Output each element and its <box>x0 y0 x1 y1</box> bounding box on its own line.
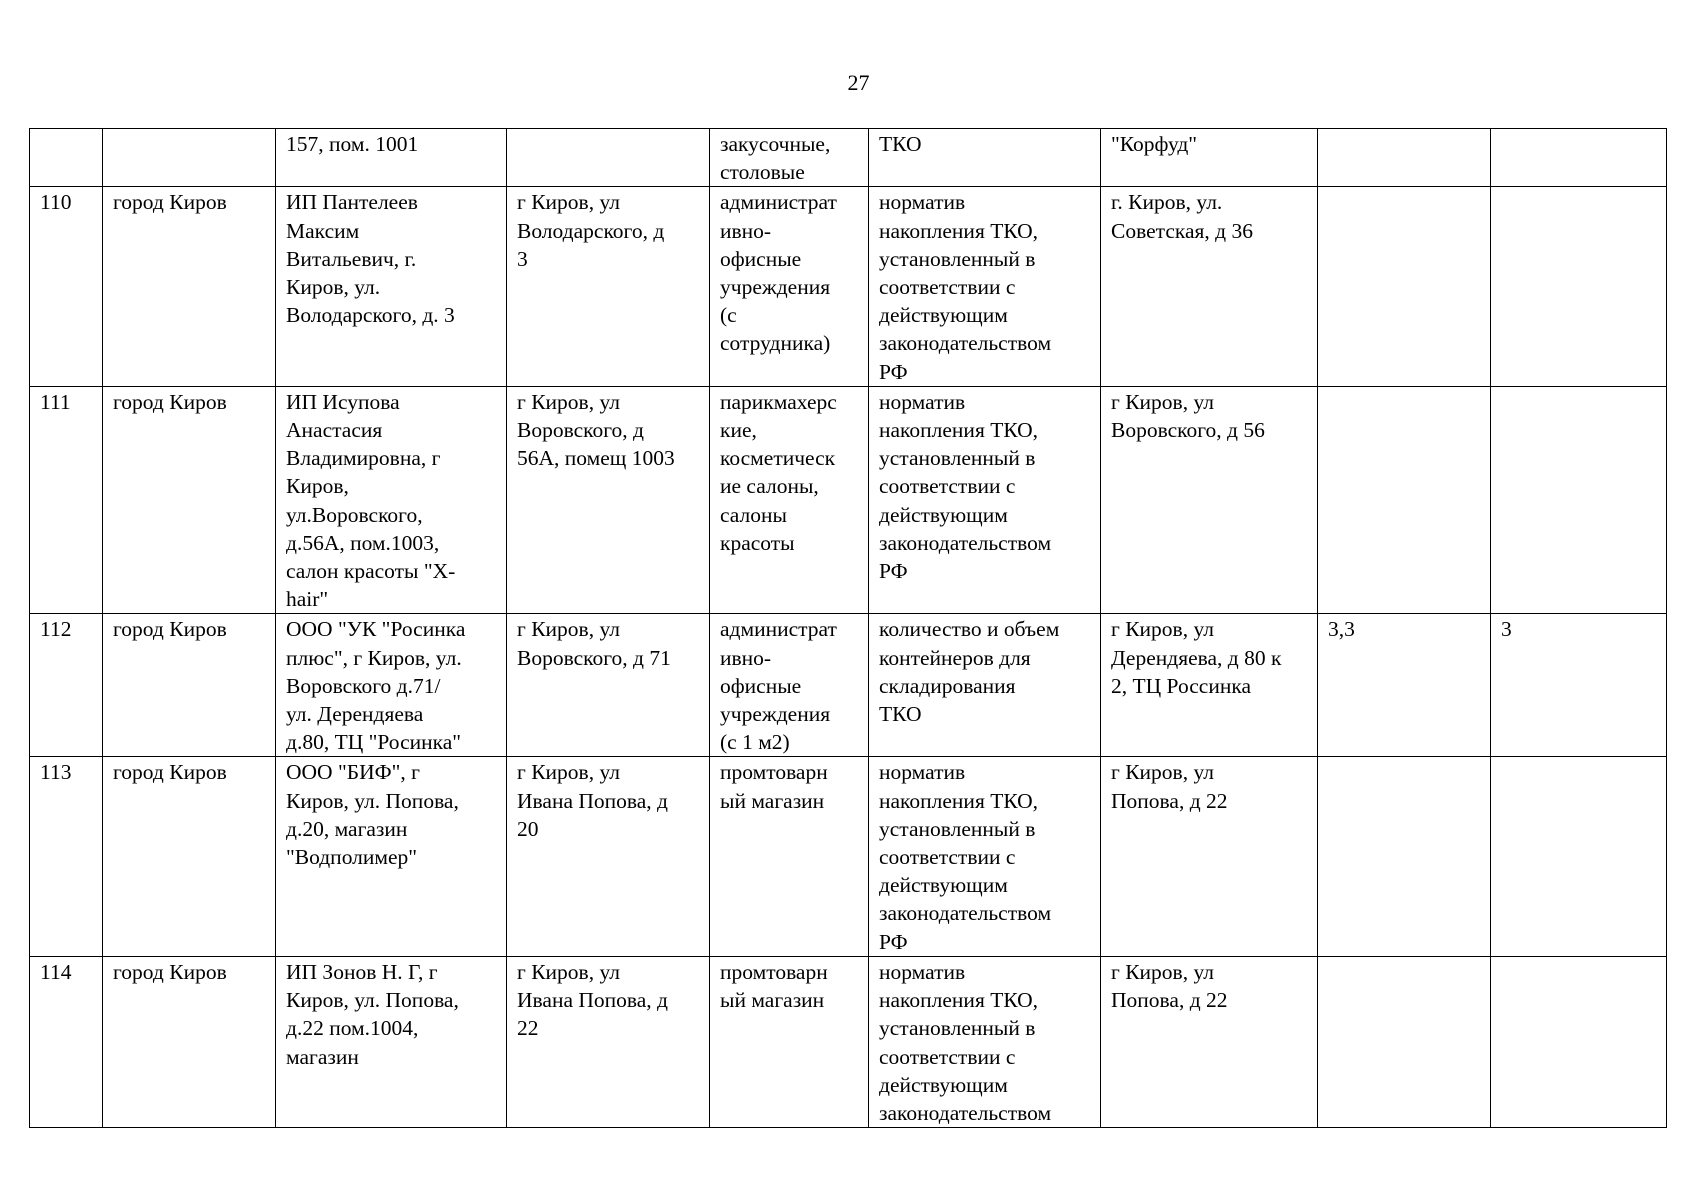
registry-table <box>29 128 1667 1128</box>
category-cell: парикмахерс кие, косметическ ие салоны, салоны красоты <box>710 386 869 614</box>
container-site-cell: г Киров, ул Дерендяева, д 80 к 2, ТЦ Россинка <box>1101 614 1318 757</box>
basis-cell: ТКО <box>869 129 1101 187</box>
container-site-cell: г Киров, ул Попова, д 22 <box>1101 956 1318 1127</box>
table-row <box>30 129 1667 187</box>
page-number: 27 <box>847 70 870 95</box>
container-site-cell: "Корфуд" <box>1101 129 1318 187</box>
owner-cell: ООО "УК "Росинка плюс", г Киров, ул. Воровского д.71/ ул. Дерендяева д.80, ТЦ "Росинка" <box>276 614 507 757</box>
container-site-cell: г Киров, ул Воровского, д 56 <box>1101 386 1318 614</box>
container-count-cell <box>1491 956 1667 1127</box>
row-number-cell: 112 <box>30 614 103 757</box>
table-row <box>30 757 1667 956</box>
owner-cell: ИП Исупова Анастасия Владимировна, г Киров, ул.Воровского, д.56А, пом.1003, салон красоты "Х- hair" <box>276 386 507 614</box>
owner-cell: ИП Пантелеев Максим Витальевич, г. Киров, ул. Володарского, д. 3 <box>276 187 507 386</box>
container-count-cell: 3 <box>1491 614 1667 757</box>
address-cell: г Киров, ул Воровского, д 56А, помещ 1003 <box>507 386 710 614</box>
container-volume-cell: 3,3 <box>1318 614 1491 757</box>
container-volume-cell <box>1318 386 1491 614</box>
municipality-cell: город Киров <box>103 187 276 386</box>
basis-cell: норматив накопления ТКО, установленный в соответствии с действующим законодательством <box>869 956 1101 1127</box>
category-cell: администрат ивно- офисные учреждения (с сотрудника) <box>710 187 869 386</box>
address-cell: г Киров, ул Ивана Попова, д 20 <box>507 757 710 956</box>
owner-cell: 157, пом. 1001 <box>276 129 507 187</box>
container-volume-cell <box>1318 187 1491 386</box>
owner-cell: ООО "БИФ", г Киров, ул. Попова, д.20, магазин "Водполимер" <box>276 757 507 956</box>
address-cell: г Киров, ул Ивана Попова, д 22 <box>507 956 710 1127</box>
row-number-cell: 110 <box>30 187 103 386</box>
municipality-cell: город Киров <box>103 614 276 757</box>
category-cell: промтоварн ый магазин <box>710 757 869 956</box>
address-cell <box>507 129 710 187</box>
row-number-cell: 111 <box>30 386 103 614</box>
category-cell: администрат ивно- офисные учреждения (с 1 м2) <box>710 614 869 757</box>
container-count-cell <box>1491 129 1667 187</box>
container-volume-cell <box>1318 757 1491 956</box>
row-number-cell: 114 <box>30 956 103 1127</box>
municipality-cell: город Киров <box>103 757 276 956</box>
municipality-cell: город Киров <box>103 956 276 1127</box>
row-number-cell <box>30 129 103 187</box>
basis-cell: норматив накопления ТКО, установленный в соответствии с действующим законодательством РФ <box>869 187 1101 386</box>
table-row <box>30 386 1667 614</box>
category-cell: закусочные, столовые <box>710 129 869 187</box>
table-row <box>30 956 1667 1127</box>
container-site-cell: г Киров, ул Попова, д 22 <box>1101 757 1318 956</box>
category-cell: промтоварн ый магазин <box>710 956 869 1127</box>
container-count-cell <box>1491 386 1667 614</box>
address-cell: г Киров, ул Воровского, д 71 <box>507 614 710 757</box>
table-row <box>30 614 1667 757</box>
municipality-cell: город Киров <box>103 386 276 614</box>
container-count-cell <box>1491 757 1667 956</box>
container-volume-cell <box>1318 956 1491 1127</box>
basis-cell: количество и объем контейнеров для складирования ТКО <box>869 614 1101 757</box>
basis-cell: норматив накопления ТКО, установленный в соответствии с действующим законодательством РФ <box>869 757 1101 956</box>
table-row <box>30 187 1667 386</box>
row-number-cell: 113 <box>30 757 103 956</box>
container-volume-cell <box>1318 129 1491 187</box>
owner-cell: ИП Зонов Н. Г, г Киров, ул. Попова, д.22 пом.1004, магазин <box>276 956 507 1127</box>
container-count-cell <box>1491 187 1667 386</box>
container-site-cell: г. Киров, ул. Советская, д 36 <box>1101 187 1318 386</box>
basis-cell: норматив накопления ТКО, установленный в соответствии с действующим законодательством РФ <box>869 386 1101 614</box>
address-cell: г Киров, ул Володарского, д 3 <box>507 187 710 386</box>
municipality-cell <box>103 129 276 187</box>
